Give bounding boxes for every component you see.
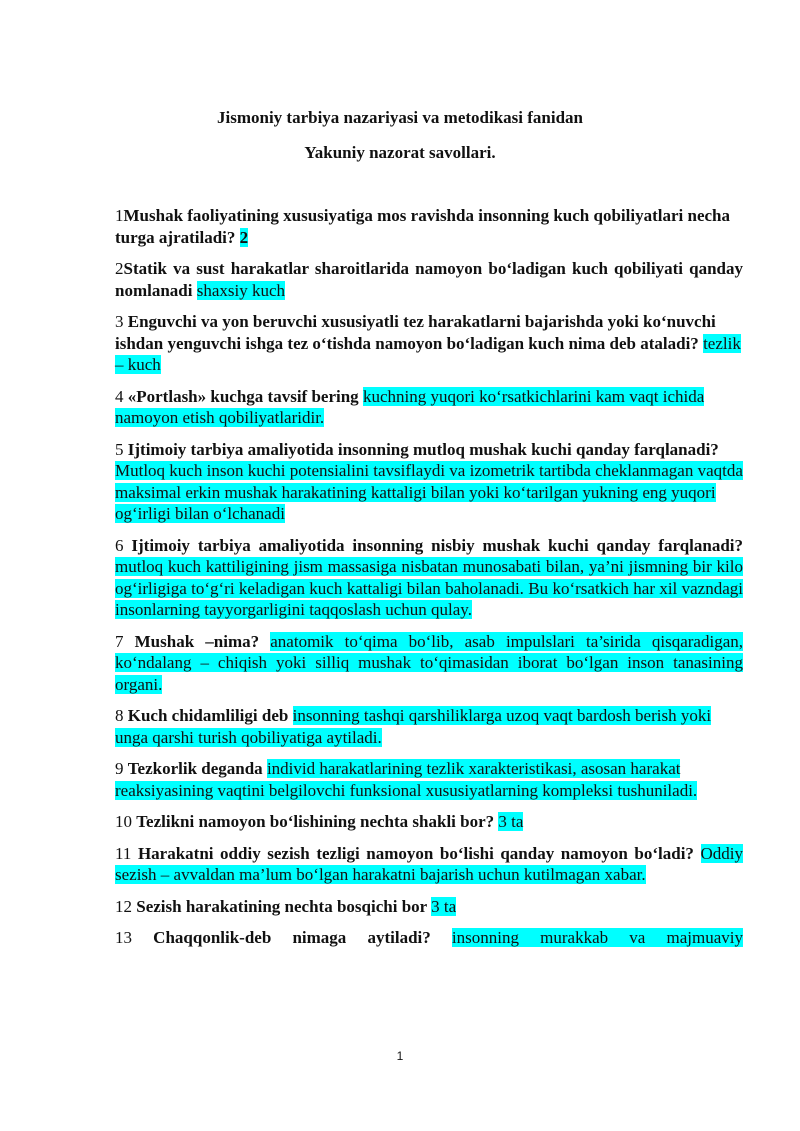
question-text: Mushak –nima? [134, 631, 271, 651]
question-number: 11 [115, 843, 138, 863]
question-number: 10 [115, 812, 137, 831]
question-item [115, 439, 743, 525]
answer-highlight: kuchning yuqori ko‘rsatkichlarini kam vaqt ichida namoyon etish qobiliyatlaridir. [115, 386, 705, 427]
question-number: 6 [115, 535, 132, 555]
document-subtitle: Yakuniy nazorat savollari. [304, 143, 496, 162]
question-item [115, 811, 743, 833]
question-number: 3 [115, 312, 128, 331]
answer-highlight: Mutloq kuch inson kuchi potensialini tavsiflaydi va izometrik tartibda cheklanmagan vaqtda maksimal erkin mushak harakatining kattaligi bilan yoki ko‘tarilgan yukning eng yuqori og‘irligi bilan o‘lchanadi [115, 461, 743, 523]
question-item [115, 927, 743, 949]
answer-highlight: mutloq kuch kattiligining jism massasiga nisbatan munosabati bilan, ya’ni jismning bir kilo og‘irligiga to‘g‘ri keladigan kuch kattaligi bilan baholanadi. Bu ko‘rsatkich har xil vazndagi insonlarning tayyorgarligini taqqoslash uchun qulay. [115, 557, 743, 619]
question-text: Tezlikni namoyon bo‘lishining nechta shakli bor? [136, 812, 499, 831]
questions-list [115, 205, 743, 959]
page-number: 1 [396, 1049, 404, 1063]
answer-highlight: shaxsiy kuch [196, 280, 286, 300]
question-text: Tezkorlik deganda [127, 759, 267, 778]
question-item [115, 258, 743, 301]
answer-highlight: insonning murakkab va majmuaviy [451, 928, 743, 947]
question-number: 13 [115, 928, 154, 947]
question-item [115, 205, 743, 248]
answer-highlight: individ harakatlarining tezlik xarakteristikasi, asosan harakat reaksiyasining vaqtini belgilovchi funksional xususiyatlarning kompleksi tushuniladi. [115, 759, 698, 800]
question-item [115, 535, 743, 621]
question-item [115, 896, 743, 918]
question-text: Ijtimoiy tarbiya amaliyotida insonning nisbiy mushak kuchi qanday farqlanadi? [131, 535, 744, 555]
question-number: 4 [115, 386, 128, 406]
answer-highlight: insonning tashqi qarshiliklarga uzoq vaqt bardosh berish yoki unga qarshi turish qobiliyatiga aytiladi. [115, 706, 712, 747]
answer-highlight: Oddiy sezish – avvaldan ma’lum bo‘lgan harakatni bajarish uchun kutilmagan xabar. [115, 843, 743, 884]
question-number: 8 [115, 706, 128, 725]
question-text: Ijtimoiy tarbiya amaliyotida insonning mutloq mushak kuchi qanday farqlanadi? [127, 439, 719, 459]
question-item [115, 843, 743, 886]
question-text: Sezish harakatining nechta bosqichi bor [136, 896, 432, 916]
question-text: Kuch chidamliligi deb [127, 706, 293, 725]
question-text: «Portlash» kuchga tavsif bering [127, 386, 363, 406]
question-item [115, 758, 743, 801]
document-title: Jismoniy tarbiya nazariyasi va metodikasi fanidan [216, 108, 583, 127]
question-item [115, 705, 743, 748]
question-number: 5 [115, 439, 128, 459]
question-item [115, 311, 743, 376]
answer-highlight: 3 ta [431, 896, 457, 916]
question-text: Enguvchi va yon beruvchi xususiyatli tez harakatlarni bajarishda yoki ko‘nuvchi ishdan yenguvchi ishga tez o‘tishda namoyon bo‘ladigan kuch nima deb ataladi? [115, 312, 716, 353]
question-number: 1 [115, 206, 124, 225]
question-number: 2 [115, 259, 124, 278]
question-text: Harakatni oddiy sezish tezligi namoyon bo‘lishi qanday namoyon bo‘ladi? [137, 843, 701, 863]
question-number: 12 [115, 896, 137, 916]
question-item [115, 386, 743, 429]
question-number: 7 [115, 631, 135, 651]
question-text: Mushak faoliyatining xususiyatiga mos ravishda insonning kuch qobiliyatlari necha turga ajratiladi? [115, 206, 730, 247]
question-text: Chaqqonlik-deb nimaga aytiladi? [153, 928, 452, 947]
question-text: Statik va sust harakatlar sharoitlarida namoyon bo‘ladigan kuch qobiliyati qanday nomlanadi [115, 259, 743, 300]
question-item [115, 631, 743, 696]
answer-highlight: anatomik to‘qima bo‘lib, asab impulslari ta’sirida qisqaradigan, ko‘ndalang – chiqish yoki silliq mushak to‘qimasidan iborat bo‘lgan inson tanasining organi. [115, 631, 743, 694]
answer-highlight: 3 ta [498, 812, 524, 831]
question-number: 9 [115, 759, 128, 778]
answer-highlight: 2 [239, 227, 249, 247]
answer-highlight: tezlik – kuch [115, 333, 741, 374]
